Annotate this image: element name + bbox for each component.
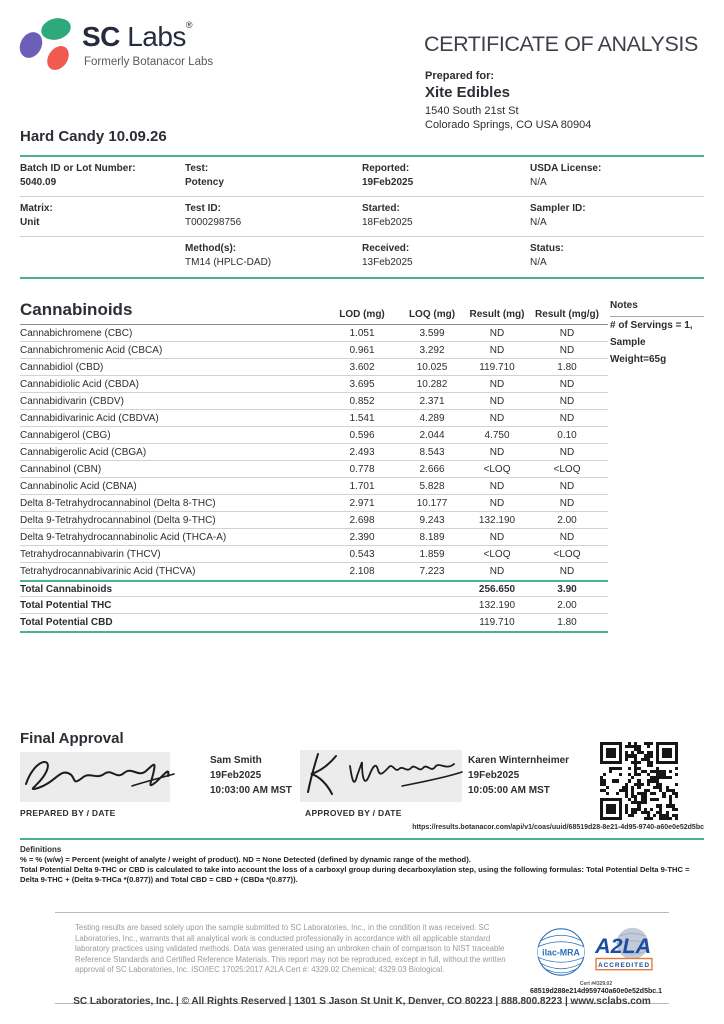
cell: 119.710 [479,617,515,628]
column-header-lod: LOD (mg) [339,309,385,320]
cell-loq: 4.289 [419,412,445,424]
cell: 132.190 [478,599,516,611]
cell-analyte: Cannabigerolic Acid (CBGA) [20,446,147,458]
field-label: Test: [185,163,209,174]
field-label: Batch ID or Lot Number: [20,163,136,174]
cell-result_mgg: 1.80 [557,361,577,373]
cell-result_mg: 132.190 [478,514,516,526]
prepared-time: 10:03:00 AM MST [210,785,292,796]
prepared-for-label: Prepared for: [425,70,495,82]
field-value: Unit [20,217,40,228]
approved-name: Karen Winternheimer [468,755,570,766]
sc-labs-logo [18,12,238,78]
cell-analyte: Cannabinol (CBN) [20,463,102,475]
field-value: Potency [185,177,224,188]
cell-result_mgg: ND [559,395,575,407]
cell-result_mgg: 0.10 [557,429,577,441]
cell-result_mgg: ND [559,344,575,356]
cell-loq: 2.371 [419,395,445,407]
cell-analyte: Delta 9-Tetrahydrocannabinol (Delta 9-THC) [20,514,216,526]
info-row [20,157,704,197]
cell: Total Potential CBD [20,617,113,628]
certificate-title: CERTIFICATE OF ANALYSIS [424,32,698,56]
info-cell [530,203,704,229]
cell-result_mg: <LOQ [483,548,511,560]
cert-hash: 68519d288e214d959740a60e0e52d5bc.1 [530,988,662,995]
cannabinoids-title: Cannabinoids [20,300,133,319]
cert-number: Cert #4329.02 [579,981,613,987]
table-row [20,546,608,563]
sample-title: Hard Candy 10.09.26 [20,128,167,145]
cannabinoids-table-header [20,300,608,325]
cell-lod: 0.852 [349,395,375,407]
field-value: 13Feb2025 [362,257,413,268]
info-row [20,197,704,237]
cell-analyte: Tetrahydrocannabivarinic Acid (THCVA) [20,566,196,577]
field-label: USDA License: [530,163,602,174]
field-value: N/A [530,217,547,228]
table-row [20,376,608,393]
cell-result_mg: ND [489,446,505,458]
table-row [20,495,608,512]
prepared-date: 19Feb2025 [210,770,262,781]
cell: 3.90 [557,583,577,595]
cell-result_mgg: ND [559,412,575,424]
accredited-label: ACCREDITED [598,961,650,969]
cell-lod: 1.541 [349,412,375,424]
cell-result_mgg: ND [559,497,575,509]
client-address-line2: Colorado Springs, CO USA 80904 [425,119,592,131]
cell-result_mgg: ND [559,378,575,390]
total-row [20,597,608,614]
cell-loq: 2.044 [419,429,445,441]
cell-loq: 3.599 [419,327,445,339]
logo-labs: Labs [127,21,186,52]
prepared-by-info [210,753,292,798]
prepared-name: Sam Smith [210,755,262,766]
cell-loq: 10.282 [416,378,448,390]
cell-lod: 0.596 [349,429,375,441]
note-servings: # of Servings = 1, [610,320,693,331]
info-row [20,237,704,277]
prepared-signature-area [20,752,170,802]
cell-lod: 2.108 [349,566,375,577]
info-cell [530,163,704,189]
cell-lod: 2.390 [349,531,375,543]
cell-loq: 10.025 [416,361,448,373]
field-value: N/A [530,257,547,268]
field-label: Sampler ID: [530,203,586,214]
field-label: Started: [362,203,400,214]
field-label: Received: [362,243,410,254]
cell-loq: 8.543 [419,446,445,458]
approved-by-caption: APPROVED BY / DATE [305,808,402,818]
field-label: Test ID: [185,203,221,214]
cell-result_mgg: ND [559,446,575,458]
info-cell [20,163,185,189]
column-header-result-mg: Result (mg) [469,309,525,320]
cell-loq: 8.189 [419,531,445,543]
total-row [20,580,608,597]
cell-lod: 3.695 [349,378,375,390]
cell: Total Potential THC [20,599,112,611]
approved-by-info [468,753,569,798]
table-row [20,342,608,359]
a2la-accredited-icon [591,925,657,979]
table-row [20,410,608,427]
cell-result_mg: ND [489,344,505,356]
cell-loq: 3.292 [419,344,445,356]
cell-result_mg: 119.710 [479,361,515,373]
info-cell [20,203,185,229]
table-row [20,529,608,546]
cell: 2.00 [557,599,577,611]
cell-lod: 2.493 [349,446,375,458]
cell-result_mg: ND [489,566,505,577]
cell-result_mgg: ND [559,531,575,543]
field-label: Reported: [362,163,410,174]
info-cell [185,243,362,270]
notes-column [610,300,704,368]
field-label: Matrix: [20,203,53,214]
cell-analyte: Cannabinolic Acid (CBNA) [20,480,137,492]
info-cell [185,163,362,189]
cell-analyte: Cannabigerol (CBG) [20,429,111,441]
cell-result_mg: ND [489,480,505,492]
cell-loq: 1.859 [419,548,445,560]
field-value: TM14 (HPLC-DAD) [185,257,272,268]
info-cell [362,203,530,229]
cell-result_mgg: ND [559,566,575,577]
table-row [20,444,608,461]
approved-date: 19Feb2025 [468,770,520,781]
cell-result_mg: ND [489,327,505,339]
definitions-title: Definitions [20,845,62,854]
client-name: Xite Edibles [425,84,511,101]
table-row [20,512,608,529]
table-row [20,393,608,410]
client-address-line1: 1540 South 21st St [425,105,519,117]
table-row [20,427,608,444]
qr-code [600,742,678,820]
table-row [20,461,608,478]
cell-result_mg: ND [489,378,505,390]
results-url-link[interactable]: https://results.botanacor.com/api/v1/coas/uuid/68519d28-8e21-4d95-9740-a60e0e52d5bc [412,824,704,831]
cell-lod: 0.543 [349,548,375,560]
field-value: 5040.09 [20,177,57,188]
cell-result_mgg: <LOQ [553,463,581,475]
cell-loq: 7.223 [419,566,445,577]
cell-lod: 2.971 [349,497,375,509]
prepared-by-caption: PREPARED BY / DATE [20,808,116,818]
cell-loq: 10.177 [416,497,448,509]
cell: Total Cannabinoids [20,583,113,595]
cell-result_mg: 4.750 [484,429,510,441]
table-row [20,325,608,342]
cell-analyte: Cannabidiolic Acid (CBDA) [20,378,139,390]
cell-analyte: Tetrahydrocannabivarin (THCV) [20,548,161,560]
cell-analyte: Cannabichromene (CBC) [20,327,133,339]
cell-analyte: Cannabidivarin (CBDV) [20,395,124,407]
approved-time: 10:05:00 AM MST [468,785,550,796]
info-cell [362,163,530,189]
note-sample-weight: Sample Weight=65g [610,337,667,365]
field-value: N/A [530,177,547,188]
cell: 1.80 [557,617,577,628]
cell-result_mg: <LOQ [483,463,511,475]
cell-analyte: Cannabichromenic Acid (CBCA) [20,344,163,356]
ilac-mra-icon [535,926,587,978]
section-divider [20,838,704,840]
cell-result_mg: ND [489,395,505,407]
cell: 256.650 [478,583,516,595]
field-label: Method(s): [185,243,237,254]
cell-lod: 3.602 [349,361,375,373]
cell-lod: 0.778 [349,463,375,475]
info-cell [185,203,362,229]
logo-wordmark [82,20,192,53]
cell-lod: 1.701 [349,480,375,492]
cell-analyte: Cannabidiol (CBD) [20,361,104,373]
column-header-result-mgg: Result (mg/g) [535,309,599,320]
table-row [20,359,608,376]
footer-box [55,912,669,1004]
definitions-section [20,845,708,884]
cell-loq: 2.666 [419,463,445,475]
final-approval-title: Final Approval [20,730,124,747]
info-cell [362,243,530,270]
info-cell [20,243,185,270]
cell-lod: 0.961 [349,344,375,356]
registered-mark: ® [185,20,193,30]
cannabinoid-rows [20,325,608,631]
footer-bar: SC Laboratories, Inc. | © All Rights Reserved | 1301 S Jason St Unit K, Denver, CO 80223 | 888.800.8223 | www.sclabs.com [73,996,651,1007]
definitions-line1: % = % (w/w) = Percent (weight of analyte / weight of product). ND = None Detected (defined by dynamic range of the method). [20,855,471,864]
ilac-mra-label: ilac-MRA [542,947,580,958]
column-header-loq: LOQ (mg) [408,309,456,320]
logo-blobs-icon [18,14,80,76]
total-row [20,614,608,631]
cell-result_mg: ND [489,531,505,543]
disclaimer-text: Testing results are based solely upon the sample submitted to SC Laboratories, Inc., in the condition it was received. SC Laboratories, Inc., warrants that all analytical work is conducted professionally in accordance with all applicable standard laboratory practices using validated methods. Data was generated using an unbroken chain of comparison to NIST traceable Reference Standards and Certified Reference Materials. This report may not be reproduced, except in full, without the written approval of SC Laboratories, Inc. ISO/IEC 17025:2017 A2LA Cert #: 4329.02 Chemical; 4329.03 Biological. [75,923,506,975]
cell-result_mgg: <LOQ [553,548,581,560]
accreditation-badges [523,923,669,995]
logo-tagline: Formerly Botanacor Labs [84,56,214,68]
cell-result_mg: ND [489,497,505,509]
a2la-label: A2LA [595,933,652,958]
field-value: T000298756 [185,217,242,228]
cell-loq: 5.828 [419,480,445,492]
cell-analyte: Delta 9-Tetrahydrocannabinolic Acid (THCA-A) [20,531,227,543]
approved-signature-area [300,750,462,802]
cell-analyte: Cannabidivarinic Acid (CBDVA) [20,412,159,424]
field-label: Status: [530,243,564,254]
field-value: 19Feb2025 [362,177,414,188]
notes-header: Notes [610,300,704,317]
cell-lod: 1.051 [349,327,375,339]
definitions-line2: Total Potential Delta 9-THC or CBD is calculated to take into account the loss of a carboxyl group during decarboxylation step, using the following formulas: Total Potential Delta 9-THC = Delta 9-THC + (Delta 9-THCa *(0.877)) and Total CBD = CBD + (CBDa *(0.877)). [20,864,690,884]
cannabinoids-table [20,300,608,633]
cell-loq: 9.243 [419,514,445,526]
cell-result_mgg: ND [559,327,575,339]
cell-lod: 2.698 [349,514,375,526]
cell-result_mgg: 2.00 [557,514,577,526]
info-cell [530,243,704,270]
cell-result_mg: ND [489,412,505,424]
logo-sc: SC [82,21,120,52]
table-row [20,563,608,580]
cell-result_mgg: ND [559,480,575,492]
info-table [20,155,704,279]
field-value: 18Feb2025 [362,217,413,228]
cell-analyte: Delta 8-Tetrahydrocannabinol (Delta 8-THC) [20,497,216,509]
table-row [20,478,608,495]
